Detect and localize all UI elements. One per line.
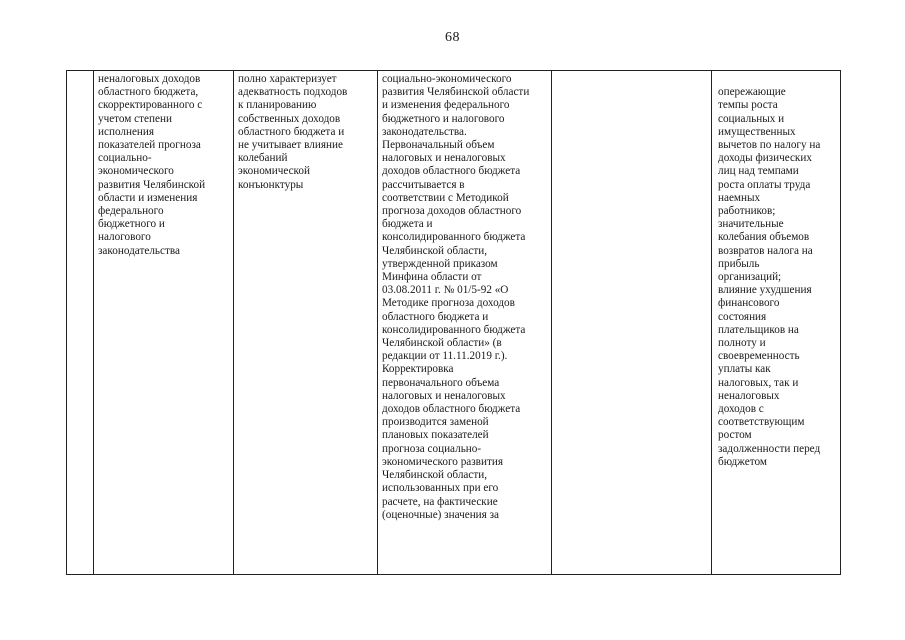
risk-factors-text: опережающие темпы роста социальных и имущественных вычетов по налогу на доходы физических лиц над темпами роста оплаты труда наемных работников; значительные колебания объемов возвратов налога на прибыль организаций; влияние ухудшения финансового состояния плательщиков на полноту и своевременность уплаты как налоговых, так и неналоговых доходов с соответствующим ростом задолженности перед бюджетом bbox=[718, 86, 821, 468]
table-cell-index bbox=[67, 71, 94, 574]
budget-table bbox=[66, 70, 841, 575]
table-cell-methodology: социально-экономического развития Челябинской области и изменения федерального бюджетного и налогового законодательства. Первоначальный объем налоговых и неналоговых доходов областного бюджета рассчитывается в соответствии с Методикой прогноза доходов областного бюджета и консолидированного бюджета Челябинской области, утвержденной приказом Минфина области от 03.08.2011 г. № 01/5-92 «О Методике прогноза доходов областного бюджета и консолидированного бюджета Челябинской области» (в редакции от 11.11.2019 г.). Корректировка первоначального объема налоговых и неналоговых доходов областного бюджета производится заменой плановых показателей прогноза социально- экономического развития Челябинской области, использованных при его расчете, на фактические (оценочные) значения за bbox=[378, 71, 552, 574]
table-cell-empty bbox=[552, 71, 712, 574]
table-cell-risk-factors bbox=[712, 71, 842, 574]
table-cell-assessment: полно характеризует адекватность подходов к планированию собственных доходов областного бюджета и не учитывает влияние колебаний экономической конъюнктуры bbox=[234, 71, 378, 574]
table-cell-criterion: неналоговых доходов областного бюджета, скорректированного с учетом степени исполнения показателей прогноза социально- экономического развития Челябинской области и изменения федерального бюджетного и налогового законодательства bbox=[94, 71, 234, 574]
page-number: 68 bbox=[445, 30, 460, 45]
